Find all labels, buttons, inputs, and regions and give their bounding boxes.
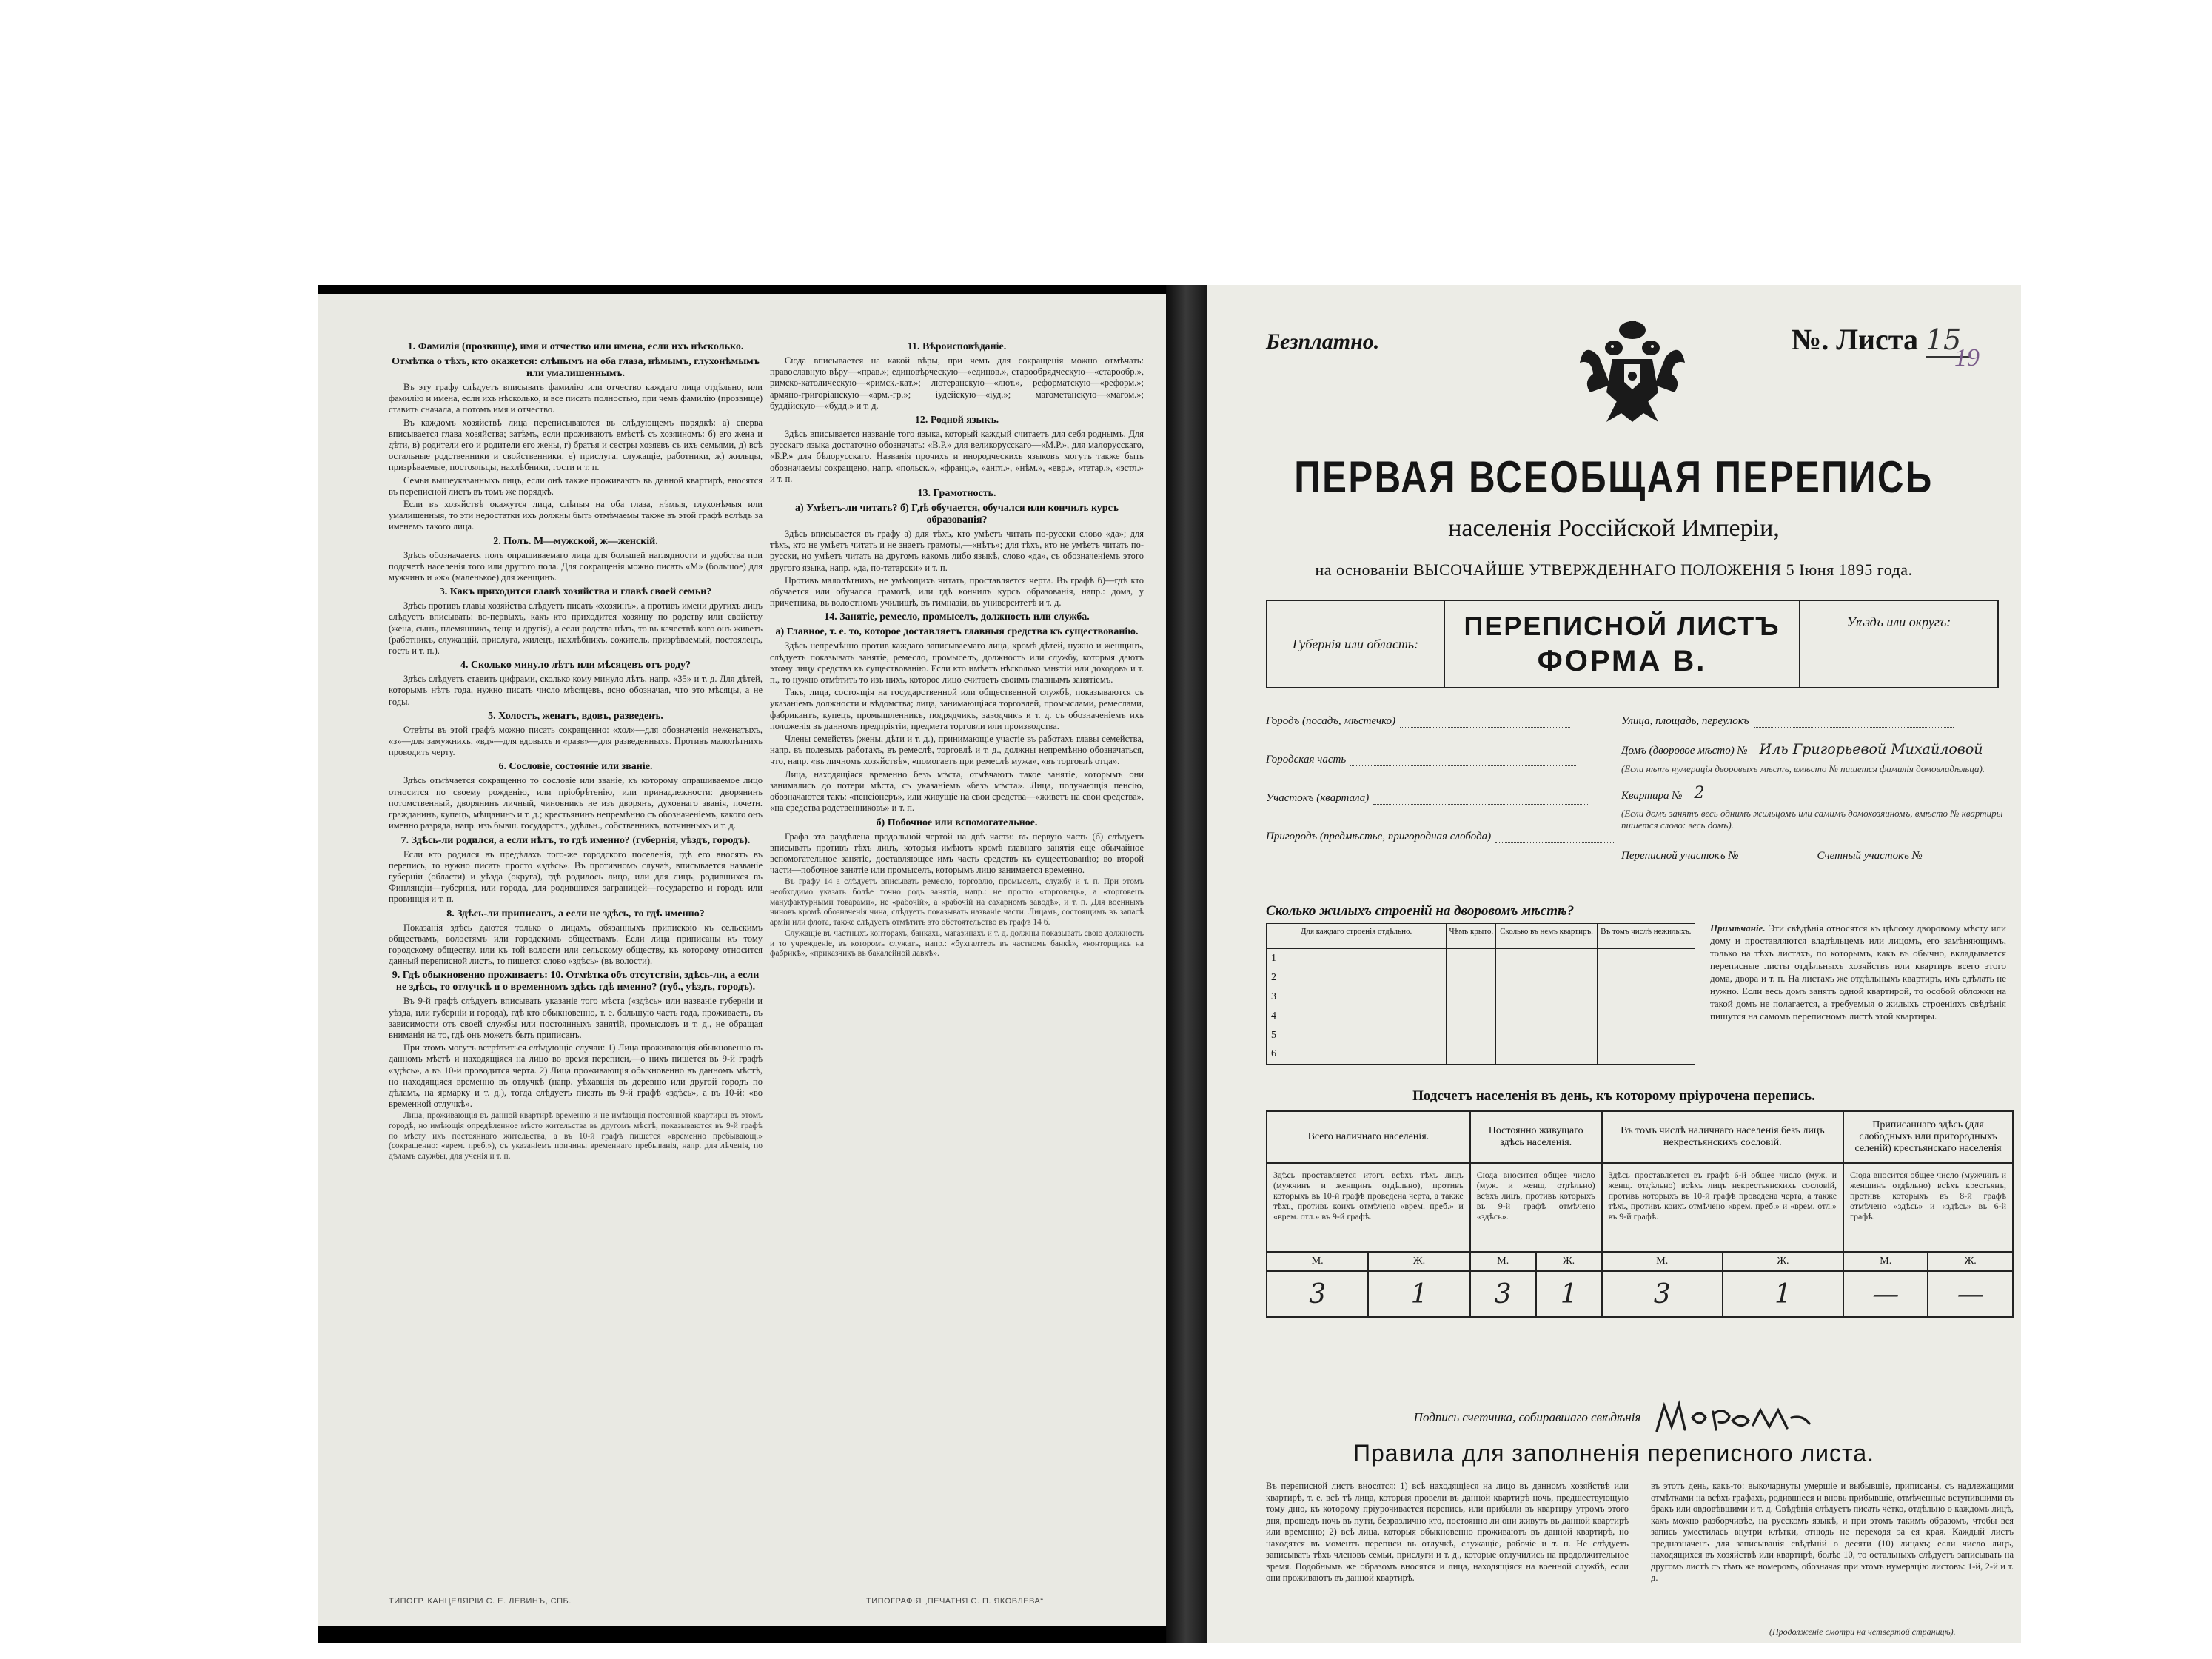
male-label: М. [1470,1252,1536,1271]
table-cell[interactable] [1496,988,1597,1007]
male-count[interactable]: 3 [1602,1271,1723,1317]
section-heading: 7. Здѣсь-ли родился, а если нѣтъ, то гдѣ именно? (губернія, уѣздъ, городъ). [400,834,751,846]
male-count[interactable]: — [1843,1271,1928,1317]
sheet-number [1792,322,1970,358]
section-heading: 4. Сколько минуло лѣтъ или мѣсяцевъ отъ роду? [460,660,691,671]
population-column-header: Постоянно живущаго здѣсь населенія. [1470,1111,1602,1163]
instruction-paragraph: Сюда вписывается на какой вѣры, при чемъ для сокращенія можно отмѣчать: православную вѣру—«прав.»; единовѣрческую—«единов.», старообрядческую—«старообр.», римско-католическую—«римск.-кат.»; лютеранскую—«лют.», реформатскую—«реформ.»; армяно-григоріанскую—«арм.-гр.»; іудейскую—«іуд.»; магометанскую—«магом.»; буддійскую—«будд.» и т. д. [770,355,1144,411]
section-heading: а) Главное, т. е. то, которое доставляетъ главныя средства къ существованію. [775,626,1139,638]
continuation-note: (Продолженіе смотри на четвертой страницѣ). [1769,1626,1956,1637]
row-number: 6 [1267,1045,1447,1065]
book-gutter [1166,285,1210,1643]
instruction-paragraph: Члены семействъ (жены, дѣти и т. д.), принимающіе участіе въ работахъ главы семейства, напр. въ полевыхъ работахъ, въ ремеслѣ, торговлѣ и т. д., должны непремѣнно обозначаться, что, напр. «въ личномъ хозяйствѣ», «помогаетъ при ремеслѣ мужа», «въ торговлѣ отца». [770,734,1144,767]
census-district-field[interactable] [1621,848,1994,862]
city-part-label: Городская часть [1266,754,1347,765]
count-district-line [1927,848,1994,862]
section-heading: 5. Холостъ, женатъ, вдовъ, разведенъ. [488,710,663,722]
instruction-paragraph: При этомъ могутъ встрѣтиться слѣдующіе случаи: 1) Лица проживающія обыкновенно въ данномъ мѣстѣ и находящіяся на лицо во время переписи,—о нихъ пишется въ 9-й графѣ «здѣсь», а въ 10-й проводится черта. 2) Лица проживающія обыкновенно въ данномъ мѣстѣ, но находящіяся временно въ отлучкѣ (напр. уѣхавшія въ деревню или другой городъ по дѣламъ, на ярмарку и т. д.), тогда слѣдуетъ писать въ 9-й графѣ «здѣсь», а въ 10-й: «во временной отлучкѣ». [389,1042,763,1110]
row-number: 3 [1267,988,1447,1007]
form-letter: ФОРМА В. [1537,644,1707,677]
instruction-paragraph: Въ графу 14 а слѣдуетъ вписывать ремесло, торговлю, промыселъ, службу и т. п. При этомъ необходимо указать болѣе точно родъ занятія, напр.: не просто «торговецъ», а «торговецъ мануфактурными товарами», не «рабочій», а «рабочій на сахарномъ заводѣ», и т. п. Для военныхъ чиновъ кромѣ обозначенія чина, слѣдуетъ показывать названіе части. Лицамъ, состоящимъ въ запасѣ арміи или флота, также слѣдуетъ отмѣтить это обстоятельство въ графѣ 14 б. [770,877,1144,927]
instruction-paragraph: Въ эту графу слѣдуетъ вписывать фамилію или отчество каждаго лица отдѣльно, или фамилію и имена, если ихъ нѣсколько, и все писать полностью, при чемъ фамилію (прозвище) ставить сначала, а потомъ имя и отчество. [389,382,763,415]
table-cell[interactable] [1597,1026,1695,1045]
house-field[interactable] [1621,741,1991,757]
table-cell[interactable] [1597,1007,1695,1026]
form-header-box [1266,600,1999,688]
section-heading: б) Побочное или вспомогательное. [876,817,1038,828]
section-heading: 8. Здѣсь-ли приписанъ, а если не здѣсь, то гдѣ именно? [446,908,705,919]
apartment-note: (Если домъ занятъ весь однимъ жильцомъ или самимъ домохозяиномъ, вмѣсто № квартиры пишется слово: весь домъ). [1621,808,2003,831]
suburb-label: Пригородъ (предмѣстье, пригородная слобода) [1266,831,1492,842]
male-count[interactable]: 3 [1470,1271,1536,1317]
right-page [1207,285,2021,1643]
table-row [1267,1007,1695,1026]
table-cell[interactable] [1496,1026,1597,1045]
count-district-label: Счетный участокъ № [1817,850,1923,862]
house-value: Иль Григорьевой Михайловой [1759,741,1983,757]
male-count[interactable]: 3 [1267,1271,1368,1317]
instruction-paragraph: Въ 9-й графѣ слѣдуетъ вписывать указаніе того мѣста («здѣсь» или названіе губерніи и уѣзда, или губерніи и города), гдѣ кто обыкновенно, т. е. большую часть года, проживаетъ, въ зависимости отъ своей службы или постоянныхъ занятій, промысловъ и т. д., не обращая вниманія на то, гдѣ онъ можетъ быть приписанъ. [389,996,763,1040]
population-column-header: Приписаннаго здѣсь (для слободныхъ или пригородныхъ селеній) крестьянскаго населенія [1843,1111,2013,1163]
imperial-eagle-icon [1577,318,1688,426]
row-number: 5 [1267,1026,1447,1045]
instruction-paragraph: Если въ хозяйствѣ окажутся лица, слѣпыя на оба глаза, нѣмыя, глухонѣмыя или умалишенныя, то эти недостатки ихъ должны быть отмѣчаемы также въ этой графѣ вслѣдъ за именемъ такого лица. [389,499,763,532]
instruction-paragraph: Такъ, лица, состоящія на государственной или общественной службѣ, показываются съ указаніемъ должности и вѣдомства; лица, занимающіяся торговлей, промыслами, ремеслами, фабрикантъ, купецъ, промышленникъ, подрядчикъ, заводчикъ и т. д. съ обозначеніемъ ихъ положенія въ данномъ предпріятіи, предмета торговли или производства. [770,687,1144,731]
table-cell[interactable] [1597,1045,1695,1065]
houses-column-header: Сколько въ немъ квартиръ. [1496,924,1597,949]
census-district-line [1743,848,1803,862]
section-heading: 3. Какъ приходится главѣ хозяйства и главѣ своей семьи? [439,586,712,598]
table-cell[interactable] [1447,1026,1496,1045]
instruction-paragraph: Здѣсь отмѣчается сокращенно то сословіе или званіе, къ которому опрашиваемое лицо относится по своему рожденію, или пріобрѣтенію, или принадлежности: дворянинъ потомственный, дворянинъ личный, чиновникъ не изъ дворянъ, духовнаго званія, почетн. гражданинъ, купецъ, мѣщанинъ и т. д.; крестьянинъ непремѣнно съ обозначеніемъ, какого онъ именно разряда, напр. изъ бывш. государств., удѣльн., собственникъ, вотчинныхъ и т. д. [389,775,763,831]
enumerator-signature [1651,1395,1814,1440]
instruction-paragraph: Графа эта раздѣлена продольной чертой на двѣ части: въ первую часть (б) слѣдуетъ вписывать противъ тѣхъ лицъ, которыя имѣютъ кромѣ главнаго занятія еще обычайное вспомогательное занятіе, доставляющее имъ часть средствъ къ существованію; во второй части—побочное занятіе или промыселъ, которымъ лицо занимается временно. [770,831,1144,876]
instruction-paragraph: Отвѣты въ этой графѣ можно писать сокращенно: «хол»—для обозначенія неженатыхъ, «з»—для замужнихъ, «вд»—для вдовыхъ и «разв»—для разведенныхъ. Противъ малолѣтнихъ проводить черту. [389,724,763,758]
population-column-description: Здѣсь проставляется въ графѣ 6-й общее число (муж. и женщ. отдѣльно) всѣхъ лицъ некрестьянскихъ сословій, противъ которыхъ въ 10-й графѣ проведена черта, а также тѣхъ, противъ коихъ отмѣчено «врем. преб.» и «врем. отл.» въ 9-й графѣ. [1602,1163,1843,1252]
instruction-paragraph: Здѣсь слѣдуетъ ставить цифрами, сколько кому минуло лѣтъ, напр. «35» и т. д. Для дѣтей, которымъ нѣтъ года, нужно писать число мѣсяцевъ, ясно обозначая, что это мѣсяцы, а не годы. [389,674,763,707]
section-heading: 11. Вѣроисповѣданіе. [907,341,1007,352]
table-cell[interactable] [1447,1045,1496,1065]
table-cell[interactable] [1496,949,1597,968]
free-label: Безплатно. [1266,329,1380,354]
instruction-paragraph: Показанія здѣсь даются только о лицахъ, обязанныхъ припискою къ сельскимъ обществамъ, волостямъ или городскимъ обществамъ. Если лица приписаны къ тому городскому обществу, или къ той волости или сельскому обществу, къ которому относится данный переписной листъ, то пишется слово «здѣсь» (въ волости). [389,922,763,967]
table-cell[interactable] [1496,968,1597,988]
form-title: ПЕРЕПИСНОЙ ЛИСТЪ [1464,610,1780,641]
population-column-header: Всего наличнаго населенія. [1267,1111,1470,1163]
table-cell[interactable] [1597,988,1695,1007]
female-label: Ж. [1928,1252,2013,1271]
instruction-paragraph: Противъ малолѣтнихъ, не умѣющихъ читать, проставляется черта. Въ графѣ б)—гдѣ кто обучается или обучался грамотѣ, или гдѣ кончилъ курсъ образованія, напр.: дома, у причетника, въ волостномъ училищѣ, въ гимназіи, въ университетѣ и т. д. [770,574,1144,609]
female-label: Ж. [1536,1252,1602,1271]
instruction-paragraph: Семьи вышеуказанныхъ лицъ, если онѣ также проживаютъ въ данной квартирѣ, вносятся въ переписной листъ въ томъ же порядкѣ. [389,475,763,497]
remark-label: Примѣчаніе. [1710,922,1766,934]
signature-row [1207,1395,2021,1440]
table-cell[interactable] [1447,1007,1496,1026]
page-subtitle: населенія Россійской Имперіи, [1448,515,1780,542]
population-table [1266,1110,2014,1318]
section-heading: Отмѣтка о тѣхъ, кто окажется: слѣпымъ на оба глаза, нѣмымъ, глухонѣмымъ или умалишеннымъ. [392,356,760,379]
section-heading: 13. Грамотность. [917,488,996,500]
printer-imprint: ТИПОГР. КАНЦЕЛЯРІИ С. Е. ЛЕВИНЪ, СПБ. [389,1597,572,1606]
row-number: 2 [1267,968,1447,988]
section-heading: а) Умѣетъ-ли читать? б) Гдѣ обучается, обучался или кончилъ курсъ образованія? [795,503,1119,526]
houses-column-header: Въ томъ числѣ нежилыхъ. [1597,924,1695,949]
male-label: М. [1602,1252,1723,1271]
street-label: Улица, площадь, переулокъ [1621,715,1749,727]
printer-imprint-2: ТИПОГРАФІЯ „ПЕЧАТНЯ С. П. ЯКОВЛЕВА“ [866,1597,1044,1606]
section-heading: 1. Фамилія (прозвище), имя и отчество или имена, если ихъ нѣсколько. [407,341,744,352]
decree-line: на основаніи ВЫСОЧАЙШЕ УТВЕРЖДЕННАГО ПОЛОЖЕНІЯ 5 Іюня 1895 года. [1315,560,1913,579]
table-row [1267,1045,1695,1065]
signature-label: Подпись счетчика, собиравшаго свѣдѣнія [1413,1410,1641,1424]
sheet-number-label: №. Листа [1792,323,1918,356]
male-label: М. [1843,1252,1928,1271]
instruction-paragraph: Здѣсь вписывается названіе того языка, который каждый считаетъ для себя роднымъ. Для русскаго языка достаточно обозначать: «В.Р.» для великорусскаго—«М.Р.», для малорусскаго, «Б.Р.» для бѣлорусскаго. Названія прочихъ и инородческихъ языковъ могутъ также быть обозначаемы сокращено, напр. «польск.», «франц.», «англ.», «нѣм.», «евр.», «татар.», «эстл.» и т. п. [770,429,1144,484]
female-label: Ж. [1368,1252,1469,1271]
form-title-cell [1445,601,1800,687]
precinct-label: Участокъ (квартала) [1266,792,1370,804]
male-label: М. [1267,1252,1368,1271]
female-label: Ж. [1723,1252,1843,1271]
population-column-description: Здѣсь проставляется итогъ всѣхъ тѣхъ лицъ (мужчинъ и женщинъ отдѣльно), противъ которыхъ въ 10-й графѣ проведена черта, а также тѣхъ, противъ коихъ отмѣчено «врем. преб.» и «врем. отл.» въ 9-й графѣ. [1267,1163,1470,1252]
city-part-field[interactable] [1266,751,1576,766]
instruction-paragraph: Служащіе въ частныхъ конторахъ, банкахъ, магазинахъ и т. д. должны показывать свою должность и то учрежденіе, въ которомъ служатъ, напр.: «бухгалтеръ въ частномъ банкѣ», «конторщикъ на фабрикѣ», «приказчикъ въ бакалейной лавкѣ». [770,929,1144,959]
female-count[interactable]: 1 [1723,1271,1843,1317]
instruction-paragraph: Если кто родился въ предѣлахъ того-же городского поселенія, гдѣ его вносятъ въ перепись, то нужно писать просто «здѣсь». Въ противномъ случаѣ, вписывается названіе губерніи (области) и уѣзда (округа), гдѣ родилось лицо, или для лицъ, родившихся въ Финляндіи—губернія, или города, для родившихся заграницей—государство и городъ или провинція и т. п. [389,848,763,905]
section-heading: 12. Родной языкъ. [914,415,999,426]
apartment-label: Квартира № [1621,790,1683,802]
uezd-field[interactable]: Уѣздъ или округъ: [1846,614,1951,629]
apartment-line [1716,788,1864,802]
table-cell[interactable] [1496,1045,1597,1065]
population-column-description: Сюда вносится общее число (мужчинъ и женщинъ отдѣльно) всѣхъ крестьянъ, противъ которыхъ въ 8-й графѣ отмѣчено «здѣсь» и «здѣсь» въ 6-й графѣ. [1843,1163,2013,1252]
table-cell[interactable] [1447,988,1496,1007]
house-note: (Если нѣтъ нумерація дворовыхъ мѣстъ, вмѣсто № пишется фамилія домовладѣльца). [1621,763,1985,774]
instruction-paragraph: Здѣсь вписывается въ графу а) для тѣхъ, кто умѣетъ читать по-русски слово «да»; для тѣхъ, кто не умѣетъ читать и не знаетъ грамоты,—«нѣтъ»; для тѣхъ, кто не умѣетъ читать по-русски, но умѣетъ читать на другомъ какомъ либо языкѣ, слово «да», съ обозначеніемъ этого другого языка, напр. «да, по-татарски» и т. п. [770,529,1144,573]
table-cell[interactable] [1597,968,1695,988]
table-cell[interactable] [1447,949,1496,968]
table-row [1267,1026,1695,1045]
remark-text: Эти свѣдѣнія относятся къ цѣлому дворовому мѣсту или дому и проставляются владѣльцемъ или лицомъ, его замѣняющимъ, только на тѣхъ листахъ, по которымъ, какъ въ обычно, вкладывается переписные листы отдѣльныхъ хозяйствъ или квартиръ всего этого дома, двора и т. п. На листахъ же отдѣльныхъ квартиръ, ихъ сдѣлать не нужно. Если весь домъ занятъ одной квартирой, то особой обложки на такой домъ не полагается, а требуемыя о жилыхъ строеніяхъ свѣдѣнія пишутся на самомъ переписномъ листѣ этой квартиры. [1710,922,2007,1022]
instructions-column-a [389,338,763,1597]
left-page [318,294,1166,1626]
female-count[interactable]: 1 [1368,1271,1469,1317]
suburb-field[interactable] [1266,828,1614,843]
house-label: Домъ (дворовое мѣсто) № [1621,745,1748,757]
table-cell[interactable] [1597,949,1695,968]
guberniya-field[interactable]: Губернія или область: [1267,601,1445,687]
suburb-line [1495,828,1614,843]
section-heading: 2. Полъ. М—мужской, ж—женскій. [493,535,658,547]
instruction-paragraph: Здѣсь обозначается полъ опрашиваемаго лица для большей наглядности и удобства при подсчетѣ населенія того или другого пола. Для сокращенія можно писать «М» (большое) для мужчинъ и «ж» (маленькое) для женщинъ. [389,549,763,583]
section-heading: 6. Сословіе, состояніе или званіе. [498,761,653,773]
population-column-description: Сюда вносится общее число (муж. и женщ. отдѣльно) всѣхъ лицъ, противъ которыхъ въ 9-й графѣ отмѣчено «здѣсь». [1470,1163,1602,1252]
city-label: Городъ (посадъ, мѣстечко) [1266,715,1396,727]
row-number: 1 [1267,949,1447,968]
instruction-paragraph: Въ каждомъ хозяйствѣ лица переписываются въ слѣдующемъ порядкѣ: а) сперва вписывается глава хозяйства; затѣмъ, если проживаютъ вмѣстѣ съ хозяиномъ: б) его жена и дѣти, в) родители его и родители его жены, г) братья и сестры хозяевъ съ ихъ семьями, д) всѣ остальные родственники и свойственники, е) прислуга, служащіе, работники, ж) жильцы, призрѣваемые, постояльцы, нахлѣбники, гости и т. п. [389,417,763,473]
instruction-paragraph: Здѣсь непремѣнно против каждаго записываемаго лица, кромѣ дѣтей, нужно и женщинъ, слѣдуетъ показывать занятіе, ремесло, промыселъ, должность или службу, которыя даютъ этому лицу средства къ существованію. Если кто имѣетъ нѣсколько занятій или доходовъ и т. п., то нужно отмѣтить то изъ нихъ, которое лицо считаетъ своимъ главнымъ занятіемъ. [770,640,1144,686]
census-district-label: Переписной участокъ № [1621,850,1739,862]
instruction-paragraph: Лица, проживающія въ данной квартирѣ временно и не имѣющія постоянной квартиры въ этомъ городѣ, но имѣющія опредѣленное мѣсто жительства въ другомъ мѣстѣ, показываются въ 9-й графѣ по мѣсту ихъ постояннаго жительства, а въ 10-й графѣ пишется «временно пребывающ.» (сокращенно: «врем. преб.»), съ указаніемъ причины временнаго пребыванія, напр. для лѣченія, по дѣламъ службы, для ученія и т. п. [389,1111,763,1161]
city-line [1400,713,1570,728]
city-part-line [1350,751,1576,766]
houses-table [1266,923,1695,1065]
street-line [1754,713,1954,728]
instructions-column-b [770,338,1144,1597]
rules-title: Правила для заполненія переписного листа. [1353,1440,1874,1467]
section-heading: 9. Гдѣ обыкновенно проживаетъ: 10. Отмѣтка объ отсутствіи, здѣсь-ли, а если не здѣсь, то отлучкѣ и о временномъ здѣсь гдѣ именно? (губ., уѣздъ, городъ). [392,970,760,993]
city-field[interactable] [1266,713,1570,728]
scanned-spread [318,285,2021,1643]
female-count[interactable]: — [1928,1271,2013,1317]
page-mark: 19 [1954,344,1980,372]
houses-column-header: Для каждаго строенія отдѣльно. [1267,924,1447,949]
apartment-field[interactable] [1621,784,1864,802]
table-row [1267,949,1695,968]
female-count[interactable]: 1 [1536,1271,1602,1317]
houses-column-header: Чѣмъ крыто. [1447,924,1496,949]
sheet-number-value: 15 [1926,324,1970,358]
street-field[interactable] [1621,713,1954,728]
precinct-line [1373,790,1588,805]
rules-column-1: Въ переписной листъ вносятся: 1) всѣ находящіеся на лицо въ данномъ хозяйствѣ или квартирѣ, т. е. всѣ тѣ лица, которыя провели въ данной квартирѣ ночь, предшествующую тому дню, къ которому пріурочивается перепись, или прибыли въ квартиру утромъ этого дня, прошедъ ночь въ пути, безразлично кто, постоянно ли они живутъ въ данной квартирѣ или временно; 2) всѣ лица, которыя обыкновенно проживаютъ въ данной квартирѣ, но находятся въ моментъ переписи въ отлучкѣ, служащіе, рабочіе и т. п. Не слѣдуетъ записывать тѣхъ членовъ семьи, прислуги и т. д., которые отлучились на продолжительное время. Подобнымъ же образомъ вносятся и лица, находящіяся на военной службѣ, если они проживаютъ въ данной квартирѣ. [1266,1481,1629,1583]
rules-text [1266,1481,2014,1629]
table-row [1267,968,1695,988]
table-cell[interactable] [1447,968,1496,988]
instruction-paragraph: Здѣсь противъ главы хозяйства слѣдуетъ писать «хозяинъ», а противъ имени другихъ лицъ слѣдуетъ вписывать: во-первыхъ, какъ кто приходится хозяину по родству или свойству (жена, сынъ, племянникъ, теща и другія), а если родства нѣтъ, то въ качествѣ кого онъ живетъ (работникъ, служащій, прислуга, жилецъ, нахлѣбникъ, сожитель, призрѣваемый, постоялецъ, гость и т. п.). [389,600,763,657]
population-column-header: Въ томъ числѣ наличнаго населенія безъ лицъ некрестьянскихъ сословій. [1602,1111,1843,1163]
section-heading: 14. Занятіе, ремесло, промыселъ, должность или служба. [824,611,1090,623]
precinct-field[interactable] [1266,790,1588,805]
apartment-value: 2 [1694,784,1705,802]
population-title: Подсчетъ населенія въ день, къ которому пріурочена перепись. [1412,1088,1815,1104]
row-number: 4 [1267,1007,1447,1026]
remark-note [1710,922,2006,1022]
table-cell[interactable] [1496,1007,1597,1026]
table-row [1267,988,1695,1007]
houses-title: Сколько жилыхъ строеній на дворовомъ мѣстѣ? [1266,903,1575,919]
rules-column-2: въ этотъ день, какъ-то: выкочарнуты умершіе и выбывшіе, приписаны, съ надлежащими отмѣтками на всѣхъ графахъ, родившіеся и вновь прибывшіе, отмѣченные вступившими въ бракъ или овдовѣвшими и т. д. Свѣдѣнія слѣдуетъ писать чётко, отдѣльно о каждомъ лицѣ, какъ можно разборчивѣе, на русскомъ языкѣ, и при этомъ такимъ образомъ, чтобы вся запись уместилась внутри клѣтки, отнюдь не переходя за ея края. Каждый листъ предназначенъ для записыванія свѣдѣній о десяти (10) лицахъ; если число лицъ, находящихся въ хозяйствѣ или квартирѣ, болѣе 10, то остальныхъ слѣдуетъ записывать на другомъ листѣ съ тѣмъ же номеромъ, обозначая при этомъ нумерацію листовъ: 1-й, 2-й и т. д. [1651,1481,2014,1583]
instruction-paragraph: Лица, находящіяся временно безъ мѣста, отмѣчаютъ такое занятіе, которымъ они занимались до потери мѣста, съ указаніемъ «безъ мѣста». Лица, получающія пенсію, обозначаются такъ: «пенсіонеръ», или живущіе на свои средства—«живетъ на свои средства», «на средства родственниковъ» и т. п. [770,768,1144,814]
page-title: ПЕРВАЯ ВСЕОБЩАЯ ПЕРЕПИСЬ [1294,452,1934,502]
